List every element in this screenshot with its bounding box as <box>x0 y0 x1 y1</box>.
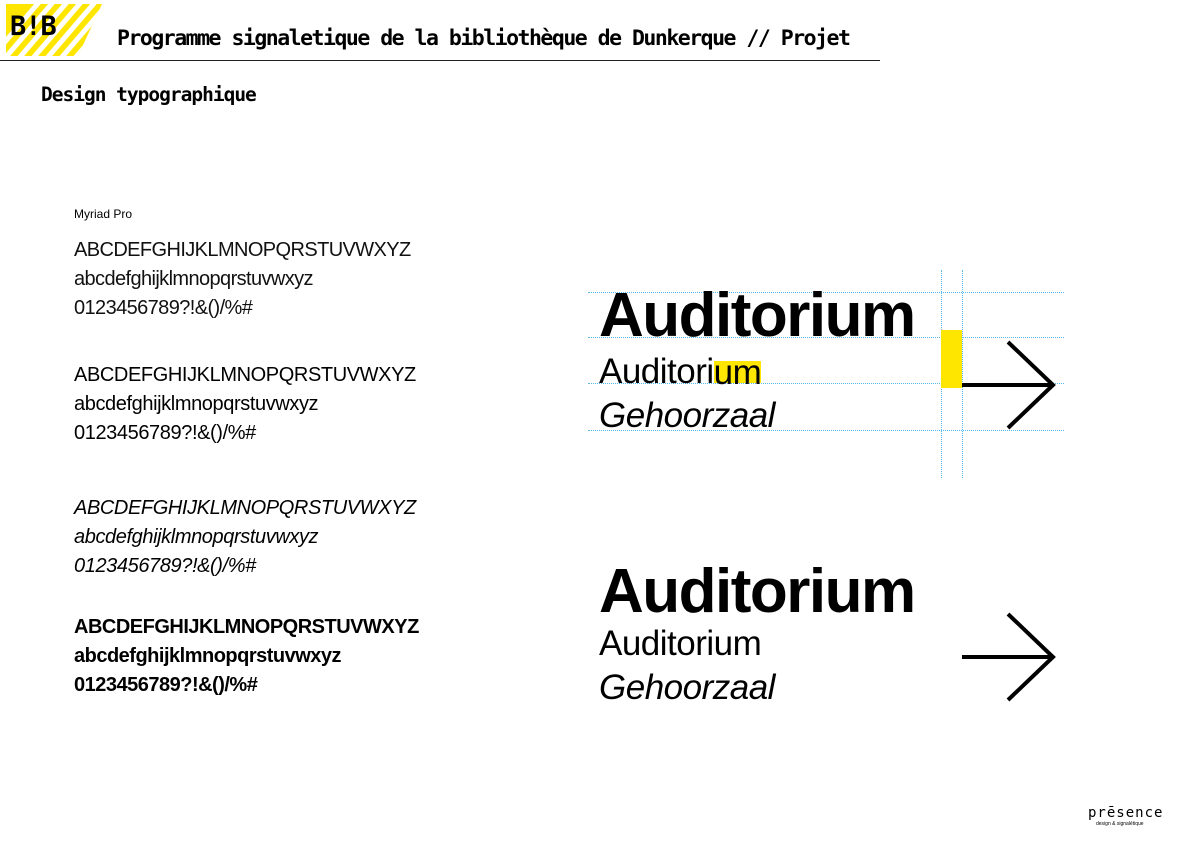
footer-logo <box>1088 805 1163 827</box>
arrow-right-icon <box>960 338 1060 433</box>
specimen-numerals: 0123456789?!&()/%# <box>74 555 256 577</box>
sign-subtitle: Auditorium <box>599 624 762 663</box>
specimen-uppercase: ABCDEFGHIJKLMNOPQRSTUVWXYZ <box>74 497 416 519</box>
specimen-bold <box>74 613 419 700</box>
specimen-uppercase: ABCDEFGHIJKLMNOPQRSTUVWXYZ <box>74 239 411 261</box>
specimen-lowercase: abcdefghijklmnopqrstuvwxyz <box>74 645 342 667</box>
page-title: Programme signaletique de la bibliothèque de Dunkerque // Projet <box>117 26 850 51</box>
sign-subtitle-prefix: Auditori <box>599 352 714 391</box>
sign-title: Auditorium <box>599 557 915 626</box>
header-divider <box>0 60 880 61</box>
footer-brand: prēsence <box>1088 805 1164 821</box>
specimen-light <box>74 236 411 323</box>
specimen-lowercase: abcdefghijklmnopqrstuvwxyz <box>74 268 313 290</box>
sign-translation: Gehoorzaal <box>599 396 775 435</box>
specimen-regular <box>74 361 416 448</box>
font-name: Myriad Pro <box>74 207 133 221</box>
specimen-lowercase: abcdefghijklmnopqrstuvwxyz <box>74 526 319 548</box>
specimen-numerals: 0123456789?!&()/%# <box>74 422 256 444</box>
sign-subtitle <box>599 352 761 392</box>
sign-title: Auditorium <box>599 281 915 350</box>
sign-translation: Gehoorzaal <box>599 668 775 707</box>
specimen-numerals: 0123456789?!&()/%# <box>74 297 253 319</box>
specimen-lowercase: abcdefghijklmnopqrstuvwxyz <box>74 393 319 415</box>
specimen-uppercase: ABCDEFGHIJKLMNOPQRSTUVWXYZ <box>74 364 416 386</box>
arrow-right-icon <box>960 610 1060 705</box>
spacing-marker <box>941 330 962 388</box>
specimen-uppercase: ABCDEFGHIJKLMNOPQRSTUVWXYZ <box>74 616 419 638</box>
specimen-numerals: 0123456789?!&()/%# <box>74 674 258 696</box>
logo: B!B <box>10 11 56 42</box>
specimen-italic <box>74 494 416 581</box>
sign-subtitle-highlight: um <box>713 353 762 392</box>
section-title: Design typographique <box>41 83 256 106</box>
footer-tagline: design & signalétique <box>1096 821 1144 827</box>
